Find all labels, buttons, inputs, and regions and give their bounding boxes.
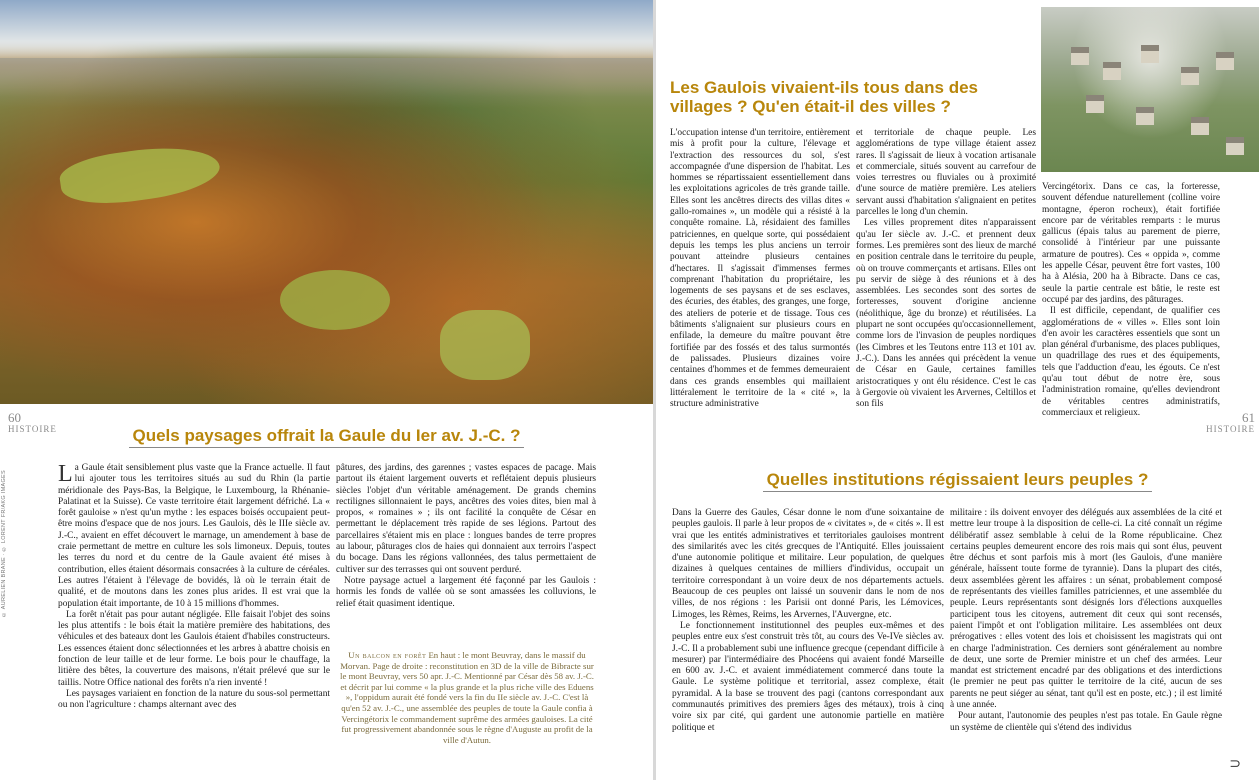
headline-text: Quels paysages offrait la Gaule du Ier av. J.-C. ? xyxy=(129,426,525,448)
article-column-top-3 xyxy=(1042,182,1220,419)
photo-house xyxy=(1136,107,1154,125)
paragraph xyxy=(58,463,330,610)
folio-right xyxy=(1206,411,1255,434)
page-number: 61 xyxy=(1242,410,1255,425)
end-of-article-mark: ⊃ xyxy=(1229,755,1241,771)
paragraph: Dans la Guerre des Gaules, César donne le nom d'une soixantaine de peuples gaulois. Il parle à leur propos de « civitates », de « cités ». Il est vrai que les entités administratives et territoriales gauloises montrent des similarités avec les cités grecques de l'Antiquité. Elles jouissaient d'une autonomie politique et militaire. Leur population, de quelques dizaines à quelques centaines de milliers d'individus, occupait un territoire correspondant à un voire deux de nos départements actuels. Beaucoup de ces peuples ont laissé un souvenir dans le nom de nos villes, de nos régions : les Parisii ont donné Paris, les Lémovices, Limoges, les Rèmes, Reims, les Arvernes, l'Auvergne, etc. xyxy=(672,508,944,620)
bibracte-3d-reconstruction-image xyxy=(1041,7,1259,172)
article-column-bottom-1 xyxy=(672,508,944,734)
magazine-brand: HISTOIRE xyxy=(8,424,57,434)
photo-field xyxy=(57,139,222,211)
photo-house xyxy=(1141,45,1159,63)
photo-sky xyxy=(0,0,653,58)
right-page xyxy=(656,0,1259,780)
photo-field xyxy=(280,270,390,330)
article-column-1 xyxy=(58,463,330,712)
paragraph: Pour autant, l'autonomie des peuples n'est pas totale. En Gaule règne un système de clientèle qui s'étend des individus xyxy=(950,711,1222,733)
article-column-top-1 xyxy=(670,128,850,410)
caption-lead: Un balcon en forêt xyxy=(348,650,427,660)
paragraph-text: a Gaule était sensiblement plus vaste que la France actuelle. Il faut lui ajouter tous les territoires situés au sud du Rhin (la partie méridionale des Pays-Bas, la Belgique, le Luxembourg, la Rhénanie-Palatinat et la Suisse). Ce vaste territoire était largement défriché. La « forêt gauloise » n'est qu'un mythe : les espaces boisés occupaient peut-être moins d'espace que de nos jours. Les Gaulois, dès le IIIe siècle av. J.-C., avaient en effet découvert le marnage, un amendement à base de craie permettant de mettre en culture les sols limoneux. Depuis, toutes les terres du nord et du centre de la Gaule avaient été mises à contribution, elles étaient désormais consacrées à la culture de céréales. Les autres l'étaient à l'élevage de bovidés, là où le terrain était de qualité, et de moutons dans les zones plus arides. Il est vrai que la population était importante, de 10 à 15 millions d'hommes. xyxy=(58,463,330,609)
photo-field xyxy=(440,310,530,380)
paragraph: Les villes proprement dites n'apparaissent qu'au Ier siècle av. J.-C. et prennent deux formes. Les premières sont des lieux de marché en position centrale dans le territoire du peuple, où on trouve commerçants et artisans. Elles ont pu servir de siège à des réunions et à des assemblées. Les secondes sont des sortes de forteresses, souvent d'origine ancienne (néolithique, âge du bronze) et réutilisées. La plupart ne sont occupées qu'occasionnellement, comme lors de l'invasion de peuples nordiques (les Cimbres et les Teutons entre 113 et 101 av. J.-C.). Dans les années qui précèdent la venue de César en Gaule, certaines familles aristocratiques y ont élu résidence. C'est le cas à Gergovie où vivaient les Arvernes, Celtillos et son fils xyxy=(856,218,1036,410)
drop-cap: L xyxy=(58,461,73,487)
paragraph: Vercingétorix. Dans ce cas, la forteresse, souvent défendue naturellement (colline voire montagne, éperon rocheux), était fortifiée encore par de véritables remparts : le murus gallicus (épais talus au parement de pierre, consolidé à l'intérieur par une puissante armature de poutres). Ces « oppida », comme les appelle César, peuvent être fort vastes, 100 ha à Alésia, 200 ha à Bibracte. Dans ce cas, seule la partie centrale est bâtie, le reste est occupé par des jardins, des pâturages. xyxy=(1042,182,1220,305)
article-column-bottom-2 xyxy=(950,508,1222,734)
photo-house xyxy=(1086,95,1104,113)
paragraph: Notre paysage actuel a largement été façonné par les Gaulois : hormis les fonds de vallée où se sont amassées les colluvions, le relief était quasiment identique. xyxy=(336,575,596,609)
caption-text: En haut : le mont Beuvray, dans le massif du Morvan. Page de droite : reconstitution en 3D de la ville de Bibracte sur le mont Beuvray, vers 50 apr. J.-C. Mentionné par César dès 58 av. J.-C. et décrit par lui comme « la plus grande et la plus riche ville des Eduens », l'oppidum aurait été fondé vers la fin du IIe siècle av. J.-C. C'est là qu'en 52 av. J.-C., une assemblée des peuples de toute la Gaule confia à Vercingétorix le commandement suprême des armées gauloises. La cité fut progressivement abandonnée sous le règne d'Auguste au profit de la ville d'Autun. xyxy=(340,650,594,745)
photo-house xyxy=(1181,67,1199,85)
headline-institutions xyxy=(656,470,1259,490)
page-number: 60 xyxy=(8,410,21,425)
photo-house xyxy=(1191,117,1209,135)
paragraph: L'occupation intense d'un territoire, entièrement mis à profit pour la culture, l'élevage et l'extraction des ressources du sol, s'est accompagnée d'une dispersion de l'habitat. Les hommes se répartissaient essentiellement dans les exploitations agricoles de très grande taille. Elles sont les ancêtres directs des villas dites « gallo-romaines », un modèle qui a résisté à la conquête romaine. Là, résidaient des familles patriciennes, en quelque sorte, qui possédaient depuis les temps les plus anciens un terroir pouvant atteindre plusieurs centaines d'hectares. Il s'agissait d'immenses fermes comprenant l'habitation du propriétaire, les logements de ses paysans et de ses esclaves, des écuries, des étables, des granges, une forge, des ateliers de poterie et de tissage. Tous ces bâtiments s'alignaient sur plusieurs cours en enfilade, la demeure du maître pouvant être fortifiée par des fossés et des talus surmontés de palissades. Plusieurs dizaines voire centaines d'hommes et de femmes demeuraient dans ces grands ensembles qui maillaient littéralement le territoire de la « cité », la structure administrative xyxy=(670,128,850,410)
paragraph: La forêt n'était pas pour autant négligée. Elle faisait l'objet des soins les plus attentifs : le bois était la matière première des habitations, des véhicules et des bateaux dont les Gaulois étaient d'habiles constructeurs. Les essences étaient donc sélectionnées et les arbres à abattre choisis en fonction de leur taille et de leur forme. Le bois pour le chauffage, la litière des bêtes, la couverture des maisons, n'était prélevé que sur le taillis. Notre Office national des forêts n'a rien inventé ! xyxy=(58,609,330,688)
headline-villages: Les Gaulois vivaient-ils tous dans des villages ? Qu'en était-il des villes ? xyxy=(670,78,978,116)
magazine-brand: HISTOIRE xyxy=(1206,424,1255,434)
paragraph: Il est difficile, cependant, de qualifier ces agglomérations de « villes ». Elles sont loin d'en avoir les caractères essentiels que sont un plan général d'urbanisme, des places publiques, un quadrillage des rues et des équipements, tels que l'adduction d'eau, les égouts. Ce n'est qu'au tout début de notre ère, sous l'administration romaine, qu'elles deviendront de véritables centres administratifs, commerciaux et religieux. xyxy=(1042,306,1220,418)
headline-paysages xyxy=(0,426,653,446)
paragraph: militaire : ils doivent envoyer des délégués aux assemblées de la cité et mettre leur troupe à la disposition de celle-ci. La cité connaît un régime délibératif assez semblable à celui de la Rome républicaine. Chez certains peuples demeurent encore des rois mais qui sont élus, peuvent être déchus et sont parfois mis à mort (les Gaulois, d'une manière générale, haïssent toute forme de tyrannie). Dans la plupart des cités, deux assemblées gèrent les affaires : un sénat, probablement composé de représentants des vieilles familles patriciennes, et une assemblée du peuple. Leurs représentants sont désignés lors d'élections auxquelles participent tous les citoyens, autrement dit ceux qui sont recensés, paient l'impôt et ont l'obligation militaire. Les assemblées ont deux prérogatives : elles votent des lois et choisissent les magistrats qui ont en charge l'administration. Ces derniers sont généralement au nombre de deux, une sorte de Premier ministre et un chef des armées. Leur mandat est strictement encadré par des obligations et des interdictions (le premier ne peut pas quitter le territoire de la cité, aucun de ses parents ne peut siéger au sénat, tant qu'il est en poste, etc.) ; il est limité à une année. xyxy=(950,508,1222,711)
photo-house xyxy=(1216,52,1234,70)
photo-house xyxy=(1103,62,1121,80)
photo-house xyxy=(1071,47,1089,65)
headline-text: Quelles institutions régissaient leurs peuples ? xyxy=(763,470,1153,492)
photo-credit-text: © AURELIEN BRANE · © LORENT FR/AKG IMAGES xyxy=(1,470,7,618)
article-column-top-2 xyxy=(856,128,1036,410)
paragraph: et territoriale de chaque peuple. Les agglomérations de type village étaient assez rares. Il s'agissait de lieux à vocation artisanale et commerciale, situés souvent au carrefour de voies terrestres ou fluviales ou à proximité d'une source de matière première. Les ateliers servant aussi d'habitation s'alignaient en petites parcelles le long d'un chemin. xyxy=(856,128,1036,218)
article-column-2 xyxy=(336,463,596,610)
paragraph: Le fonctionnement institutionnel des peuples eux-mêmes et des peuples entre eux s'est construit très tôt, au cours des Ve-IVe siècles av. J.-C. Il a probablement subi une influence grecque (cependant difficile à mesurer) par l'intermédiaire des Phocéens qui avaient fondé Marseille en 600 av. J.-C. et avaient immédiatement commercé dans toute la Gaule. Le système politique et territorial, assez complexe, était pyramidal. A la base se trouvent des pagi (cantons correspondant aux communautés primitives des premiers âges des métaux), trois à cinq voire six par cité, qui gardent une autonomie partielle en matière politique et xyxy=(672,620,944,733)
paragraph: pâtures, des jardins, des garennes ; vastes espaces de pacage. Mais partout ils étaient largement ouverts et reflétaient depuis plusieurs siècles l'objet d'un véritable aménagement. De grands chemins rectilignes sillonnaient le pays, ancêtres des voies dites, bien mal à propos, « romaines » ; ils ont facilité la conquête de César en permettant le déplacement très rapide de ses légions. Partout des parcellaires s'étaient mis en place : longues bandes de terre propres au labour, pâturages clos de haies qui donnaient aux terroirs l'aspect du bocage. Dans les régions vallonnées, des talus permettaient de cultiver sur des terrasses qui ont souvent perduré. xyxy=(336,463,596,575)
photo-credit xyxy=(1,470,11,770)
paragraph: Les paysages variaient en fonction de la nature du sous-sol permettant ou non l'agriculture : champs alternant avec des xyxy=(58,688,330,711)
photo-house xyxy=(1226,137,1244,155)
photo-ridge xyxy=(0,58,653,108)
mont-beuvray-aerial-photo xyxy=(0,0,653,404)
photo-caption xyxy=(338,650,596,745)
